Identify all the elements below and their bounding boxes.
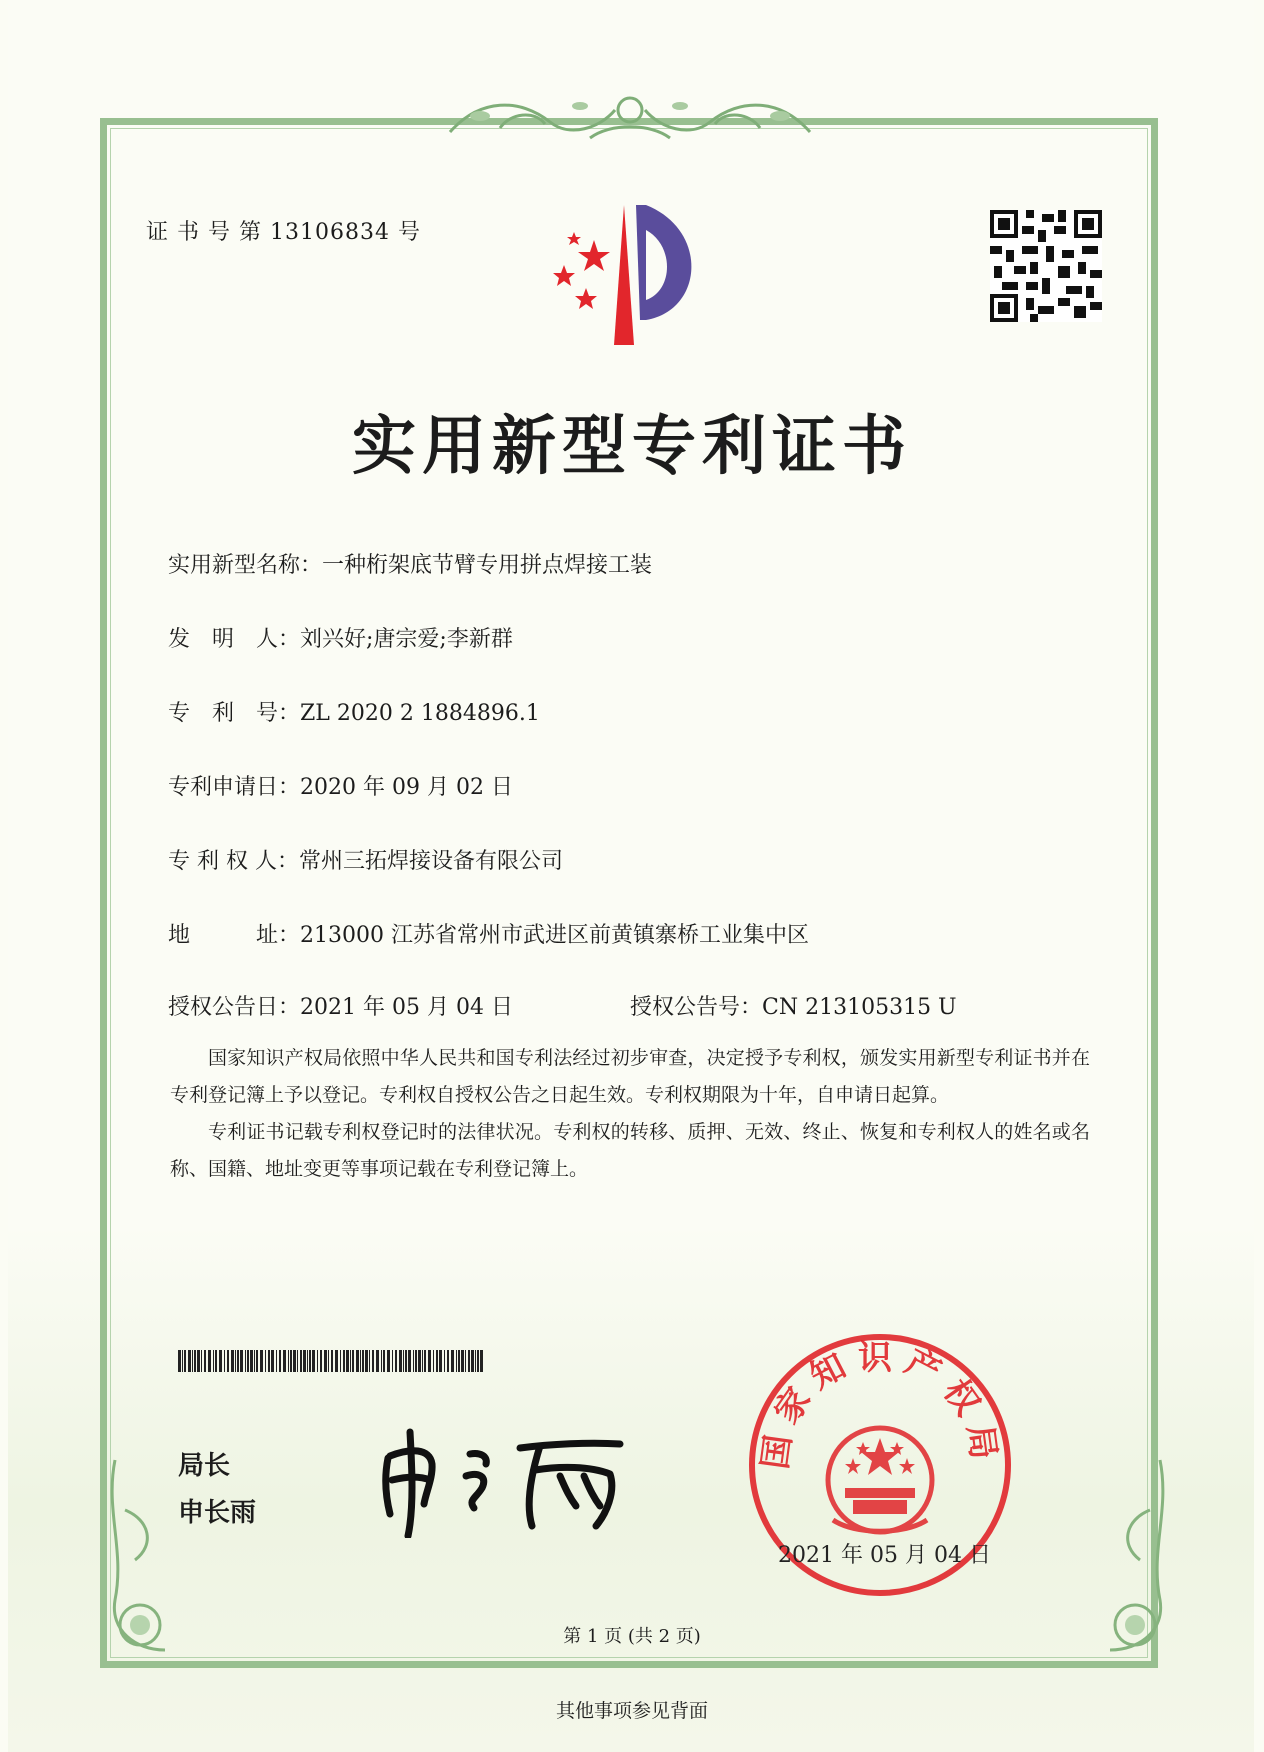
field-grant-date (168, 990, 513, 1021)
field-label: 专 利 权 人： (168, 849, 299, 874)
field-utility-model-name (168, 548, 652, 579)
field-label: 地 址： (168, 923, 301, 948)
certificate-statement (170, 1040, 1090, 1188)
patent-office-logo-icon (534, 200, 734, 350)
field-value: CN 213105315 U (762, 995, 957, 1020)
field-label: 发 明 人： (168, 627, 301, 652)
field-label: 授权公告日： (168, 995, 301, 1020)
field-value: 2021 年 05 月 04 日 (300, 995, 513, 1020)
field-value: 2020 年 09 月 02 日 (300, 775, 513, 800)
field-grant-number (630, 990, 957, 1021)
director-title: 局长 (178, 1451, 231, 1481)
director-name: 申长雨 (178, 1498, 257, 1528)
field-patentee (168, 844, 563, 875)
cert-no-prefix: 证 书 号 第 (146, 220, 262, 245)
cert-no-suffix: 号 (397, 220, 421, 245)
page-number: 第 1 页 (共 2 页) (563, 1626, 701, 1647)
field-label: 专利申请日： (168, 775, 301, 800)
field-inventor (168, 622, 513, 653)
seal-date: 2021 年 05 月 04 日 (778, 1543, 991, 1568)
field-value: 刘兴好;唐宗爱;李新群 (300, 627, 513, 652)
certificate-title: 实用新型专利证书 (352, 410, 912, 484)
top-ornament-icon (440, 88, 820, 150)
field-address (168, 918, 809, 949)
field-value: 一种桁架底节臂专用拼点焊接工装 (322, 553, 653, 578)
seal-text: 国家知识产权局 (755, 1337, 1005, 1472)
field-label: 专 利 号： (168, 701, 301, 726)
field-patent-number (168, 696, 540, 727)
qr-code-icon (990, 210, 1102, 322)
field-label: 实用新型名称： (168, 553, 323, 578)
field-value: 213000 江苏省常州市武进区前黄镇寨桥工业集中区 (300, 923, 809, 948)
field-label: 授权公告号： (630, 995, 763, 1020)
certificate-number (146, 215, 421, 246)
director-signature-icon (370, 1418, 640, 1538)
field-value: 常州三拓焊接设备有限公司 (298, 849, 563, 874)
statement-paragraph-2: 专利证书记载专利权登记时的法律状况。专利权的转移、质押、无效、终止、恢复和专利权人的姓名或名称、国籍、地址变更等事项记载在专利登记簿上。 (170, 1121, 1090, 1180)
statement-paragraph-1: 国家知识产权局依照中华人民共和国专利法经过初步审查，决定授予专利权，颁发实用新型专利证书并在专利登记簿上予以登记。专利权自授权公告之日起生效。专利权期限为十年，自申请日起算。 (170, 1047, 1090, 1106)
barcode-icon (178, 1350, 488, 1372)
footer-note: 其他事项参见背面 (555, 1700, 708, 1722)
field-filing-date (168, 770, 513, 801)
cert-no-value: 13106834 (269, 220, 390, 245)
field-value: ZL 2020 2 1884896.1 (300, 701, 540, 726)
